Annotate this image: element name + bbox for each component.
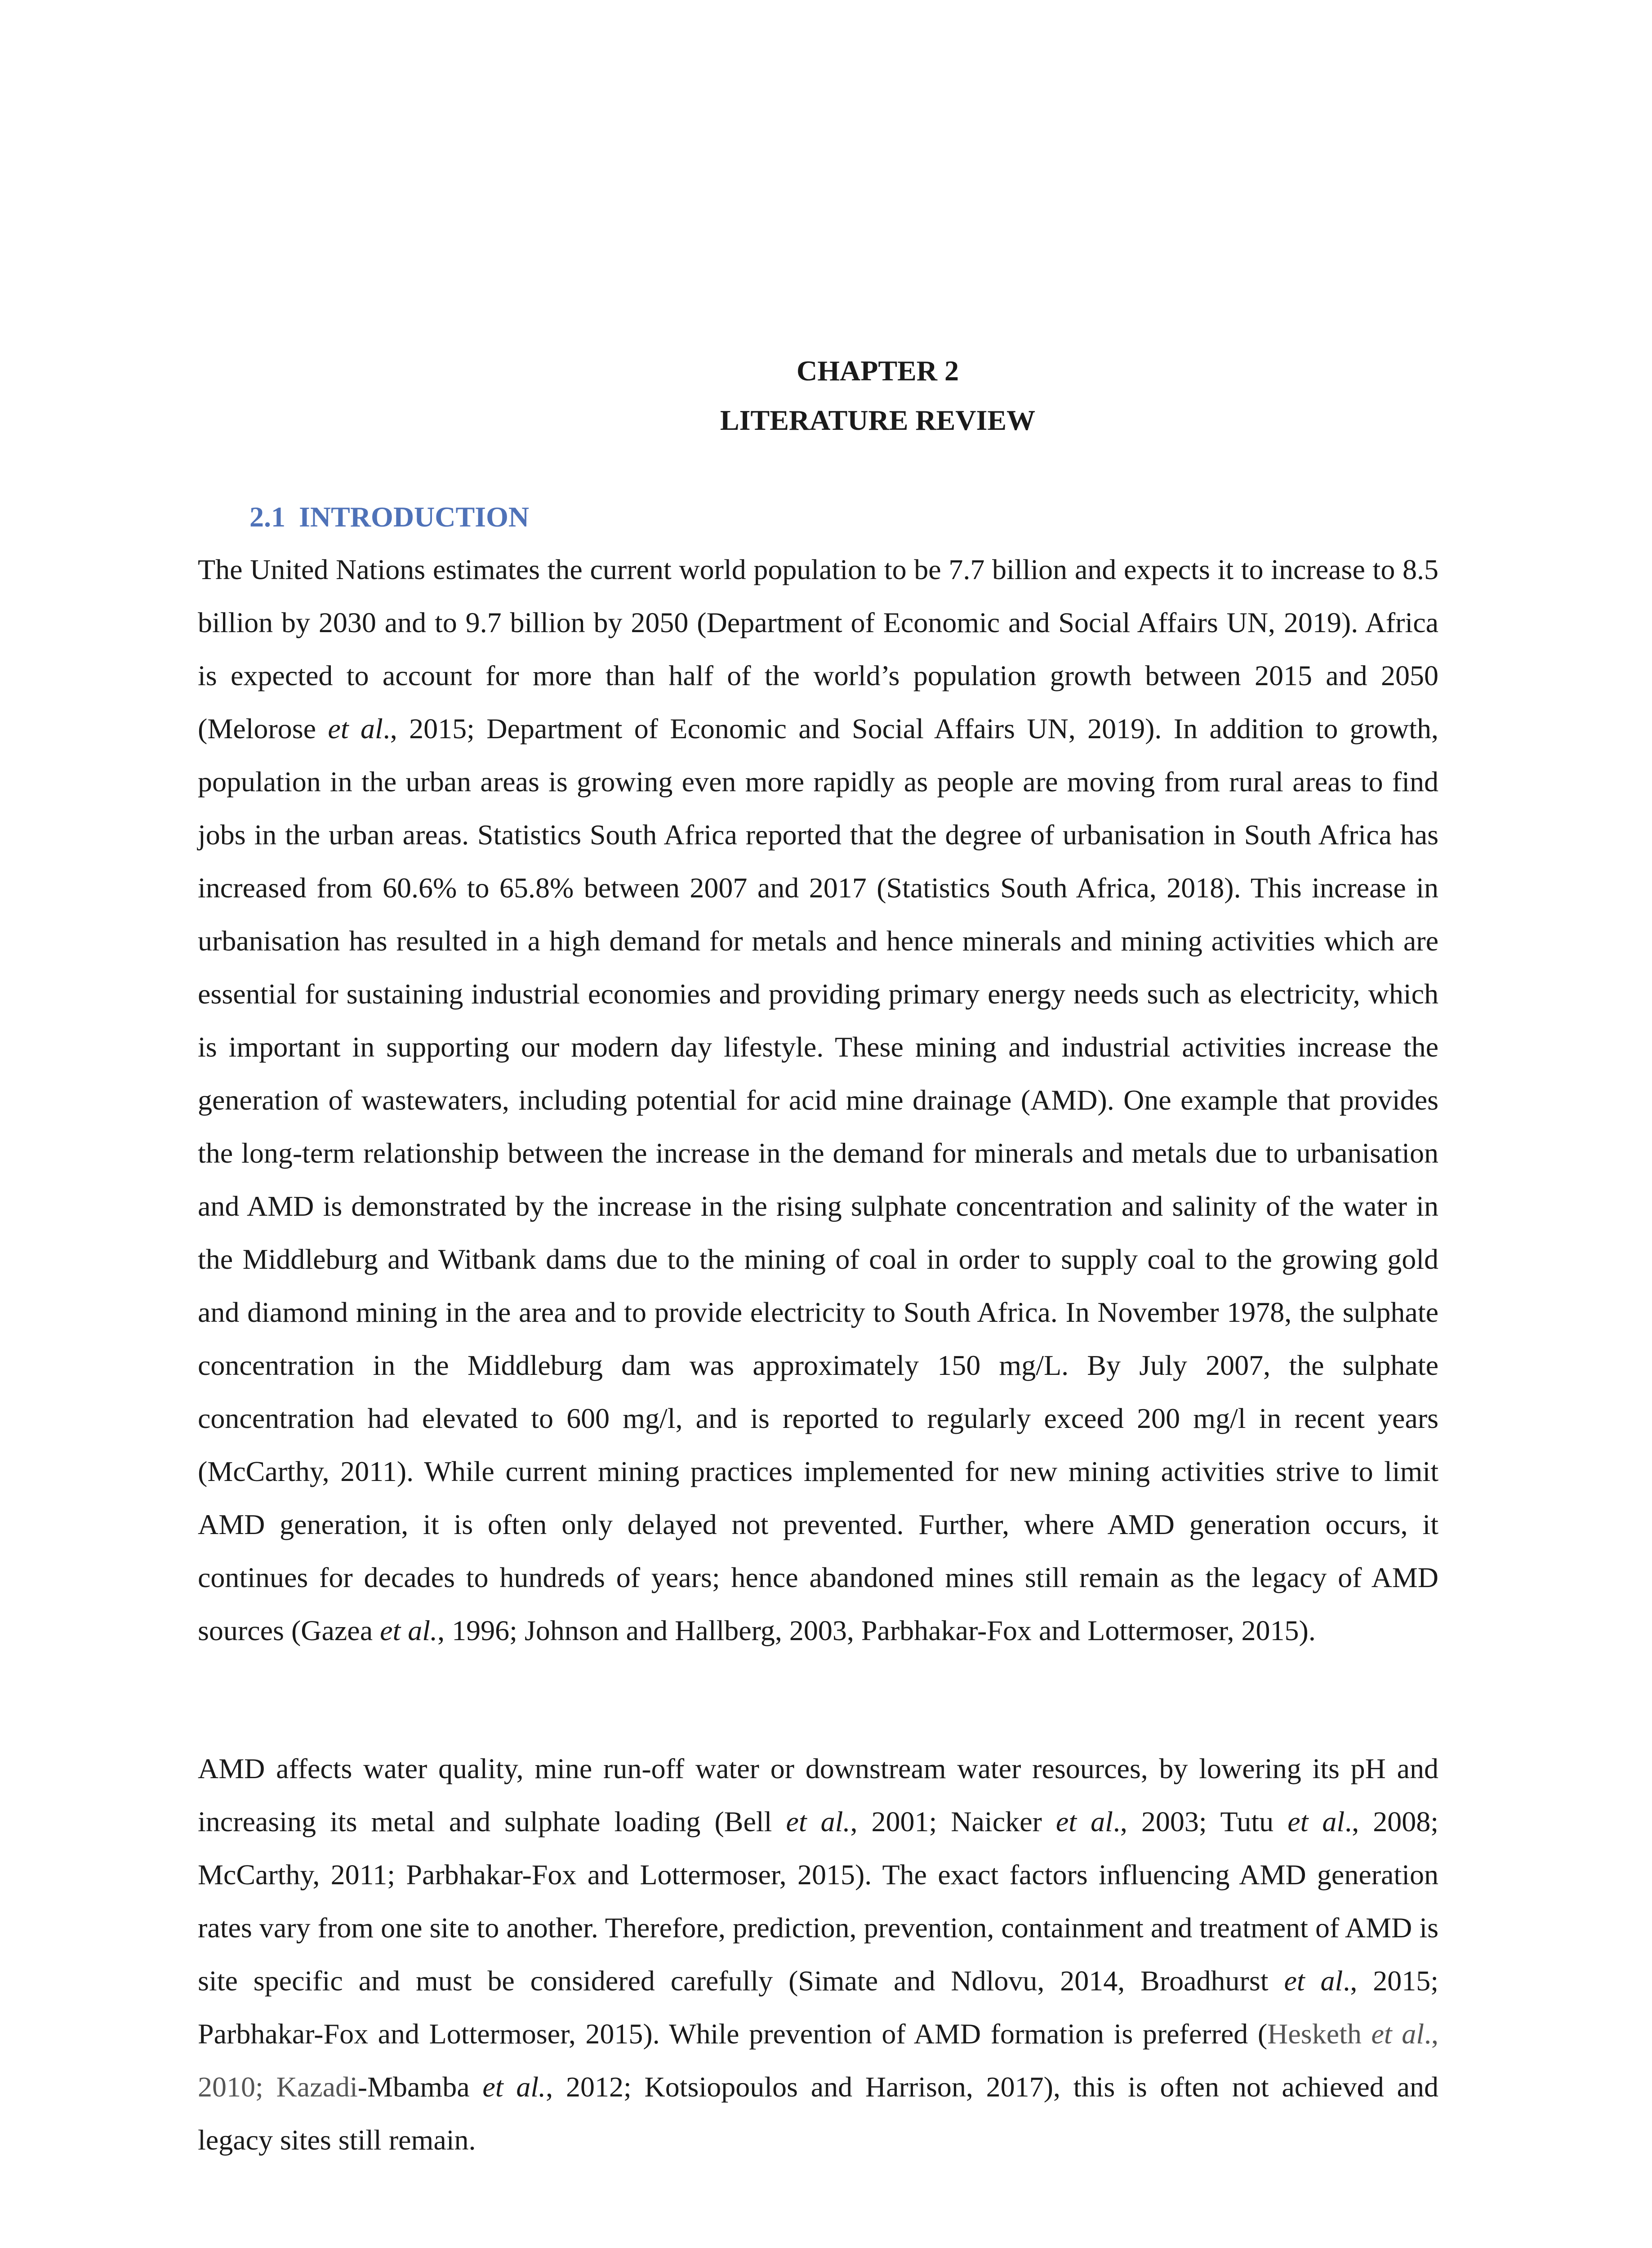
text-segment: , 2001; Naicker [850, 1806, 1056, 1838]
text-segment: et al [328, 713, 383, 745]
section-heading [249, 499, 529, 535]
text-segment: et al. [482, 2071, 546, 2103]
text-segment: et al. [786, 1806, 850, 1838]
text-segment: The United Nations estimates the current world population to be 7.7 billion and expects it to increase to 8.5 billion by 2030 and to 9.7 billion by 2050 (Department of Economic and Social Affairs UN, 2019). Africa is expected to account for more than half of the world’s population growth between 2015 and 2050 (Melorose [198, 553, 1438, 745]
section-title: INTRODUCTION [299, 501, 530, 533]
text-segment: et al [1287, 1806, 1345, 1838]
text-segment: et al [1371, 2018, 1425, 2050]
text-segment: et al. [380, 1615, 438, 1646]
text-segment: ., 2015; Department of Economic and Social Affairs UN, 2019). In addition to growth, population in the urban areas is growing even more rapidly as people are moving from rural areas to find jobs in the urban areas. Statistics South Africa reported that the degree of urbanisation in South Africa has increased from 60.6% to 65.8% between 2007 and 2017 (Statistics South Africa, 2018). This increase in urbanisation has resulted in a high demand for metals and hence minerals and mining activities which are essential for sustaining industrial economies and providing primary energy needs such as electricity, which is important in supporting our modern day lifestyle. These mining and industrial activities increase the generation of wastewaters, including potential for acid mine drainage (AMD). One example that provides the long-term relationship between the increase in the demand for minerals and metals due to urbanisation and AMD is demonstrated by the increase in the rising sulphate concentration and salinity of the water in the Middleburg and Witbank dams due to the mining of coal in order to supply coal to the growing gold and diamond mining in the area and to provide electricity to South Africa. In November 1978, the sulphate concentration in the Middleburg dam was approximately 150 mg/L. By July 2007, the sulphate concentration had elevated to 600 mg/l, and is reported to regularly exceed 200 mg/l in recent years (McCarthy, 2011). While current mining practices implemented for new mining activities strive to limit AMD generation, it is often only delayed not prevented. Further, where AMD generation occurs, it continues for decades to hundreds of years; hence abandoned mines still remain as the legacy of AMD sources (Gazea [198, 713, 1439, 1646]
text-segment: , 2012; Kotsiopoulos and Harrison, 2017), this is often not achieved and legacy sites still remain. [198, 2071, 1438, 2156]
text-segment: AMD affects water quality, mine run-off water or downstream water resources, by lowering its pH and increasing its metal and sulphate loading (Bell [198, 1753, 1438, 1838]
text-segment: ., 2010; Kazadi [198, 2018, 1439, 2103]
text-segment: -Mbamba [357, 2071, 483, 2103]
chapter-title: LITERATURE REVIEW [720, 404, 1036, 436]
text-segment: ., 2008; McCarthy, 2011; Parbhakar-Fox and Lottermoser, 2015). The exact factors influencing AMD generation rates vary from one site to another. Therefore, prediction, prevention, containment and treatment of AMD is site specific and must be considered carefully (Simate and Ndlovu, 2014, Broadhurst [198, 1806, 1439, 1997]
text-segment: et al [1284, 1965, 1343, 1997]
chapter-label: CHAPTER 2 [797, 355, 959, 387]
section-number: 2.1 [249, 501, 285, 533]
text-segment: ., 2015; Parbhakar-Fox and Lottermoser, 2015). While prevention of AMD formation is preferred ( [198, 1965, 1439, 2050]
text-segment: et al [1055, 1806, 1113, 1838]
text-segment: , 1996; Johnson and Hallberg, 2003, Parbhakar-Fox and Lottermoser, 2015). [437, 1615, 1316, 1646]
text-segment: ., 2003; Tutu [1113, 1806, 1288, 1838]
paragraph-1 [198, 543, 1438, 1657]
paragraph-2 [198, 1742, 1438, 2167]
text-segment: Hesketh [1267, 2018, 1371, 2050]
